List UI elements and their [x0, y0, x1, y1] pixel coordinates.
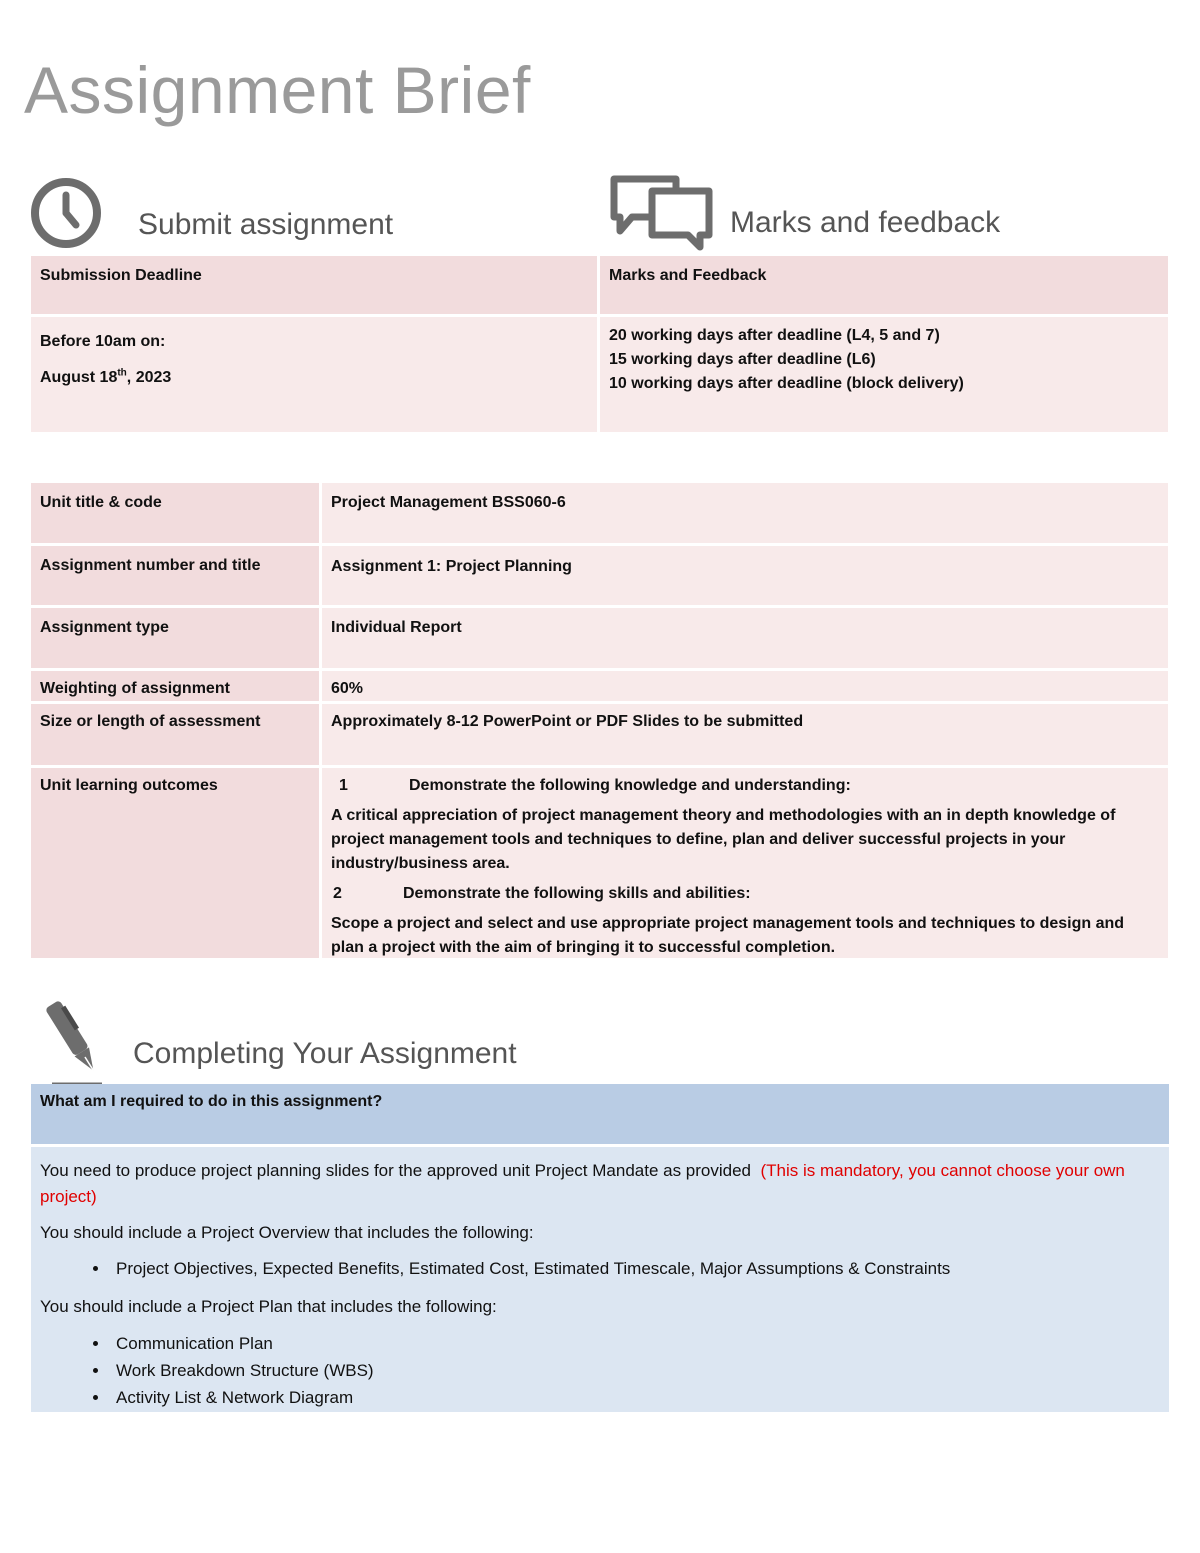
- submission-deadline-label: Submission Deadline: [31, 256, 597, 314]
- learning-outcomes-label: Unit learning outcomes: [31, 768, 319, 958]
- before-text: Before 10am on:: [40, 333, 166, 350]
- outcome-heading: [331, 774, 1159, 798]
- outcome-number: 1: [339, 777, 348, 794]
- outcome-number: 2: [333, 885, 342, 902]
- list-item: • Activity List & Network Diagram: [110, 1384, 1160, 1411]
- weighting-label: Weighting of assignment: [31, 671, 319, 701]
- plan-list: [40, 1330, 1160, 1411]
- completing-heading: Completing Your Assignment: [133, 1037, 517, 1070]
- requirements-body: [31, 1147, 1169, 1412]
- unit-title-value: Project Management BSS060-6: [322, 483, 1168, 543]
- speech-bubbles-icon: [610, 175, 714, 251]
- overview-lead: You should include a Project Overview that includes the following:: [40, 1223, 534, 1242]
- size-length-value: Approximately 8-12 PowerPoint or PDF Slides to be submitted: [322, 704, 1168, 765]
- size-length-label: Size or length of assessment: [31, 704, 319, 765]
- date-sup: th: [117, 367, 127, 379]
- marks-feedback-value: [600, 317, 1168, 432]
- date-year: , 2023: [126, 369, 172, 386]
- marks-heading: Marks and feedback: [730, 206, 1001, 239]
- weighting-value: 60%: [322, 671, 1168, 701]
- marks-line: 20 working days after deadline (L4, 5 and 7): [609, 327, 940, 344]
- assignment-type-label: Assignment type: [31, 608, 319, 668]
- marks-line: 10 working days after deadline (block delivery): [609, 375, 964, 392]
- marks-feedback-label: Marks and Feedback: [600, 256, 1168, 314]
- outcome-text: A critical appreciation of project management theory and methodologies with an in depth knowledge of project management tools and techniques to define, plan and deliver successful projects in your industry/business area.: [331, 807, 1116, 872]
- outcome-title: Demonstrate the following skills and abilities:: [403, 885, 751, 902]
- plan-lead: You should include a Project Plan that includes the following:: [40, 1297, 497, 1316]
- assignment-number-value: Assignment 1: Project Planning: [322, 546, 1168, 605]
- learning-outcomes-value: [322, 768, 1168, 958]
- intro-paragraph: [40, 1158, 1160, 1210]
- unit-title-label: Unit title & code: [31, 483, 319, 543]
- marks-line: 15 working days after deadline (L6): [609, 351, 876, 368]
- date-main: August 18: [40, 369, 118, 386]
- outcome-title: Demonstrate the following knowledge and understanding:: [409, 777, 851, 794]
- overview-list: [40, 1256, 1160, 1282]
- assignment-number-label: Assignment number and title: [31, 546, 319, 605]
- deadline-date: [40, 366, 588, 390]
- list-item: • Work Breakdown Structure (WBS): [110, 1357, 1160, 1384]
- submit-heading: Submit assignment: [138, 208, 394, 241]
- list-item: • Project Objectives, Expected Benefits, Estimated Cost, Estimated Timescale, Major Assumptions & Constraints: [110, 1256, 1160, 1282]
- intro-text: You need to produce project planning slides for the approved unit Project Mandate as provided: [40, 1161, 752, 1180]
- list-item: • Communication Plan: [110, 1330, 1160, 1357]
- pen-icon: [40, 996, 110, 1088]
- assignment-type-value: Individual Report: [322, 608, 1168, 668]
- mandatory-note: (This is mandatory, you cannot choose your own project): [40, 1161, 1125, 1206]
- outcome-text: Scope a project and select and use appropriate project management tools and techniques to design and plan a project with the aim of bringing it to successful completion.: [331, 915, 1125, 956]
- page-title: Assignment Brief: [24, 53, 531, 127]
- submission-deadline-value: [31, 317, 597, 432]
- requirements-question: What am I required to do in this assignment?: [31, 1084, 1169, 1144]
- outcome-heading: [331, 882, 1159, 906]
- clock-icon: [30, 177, 102, 249]
